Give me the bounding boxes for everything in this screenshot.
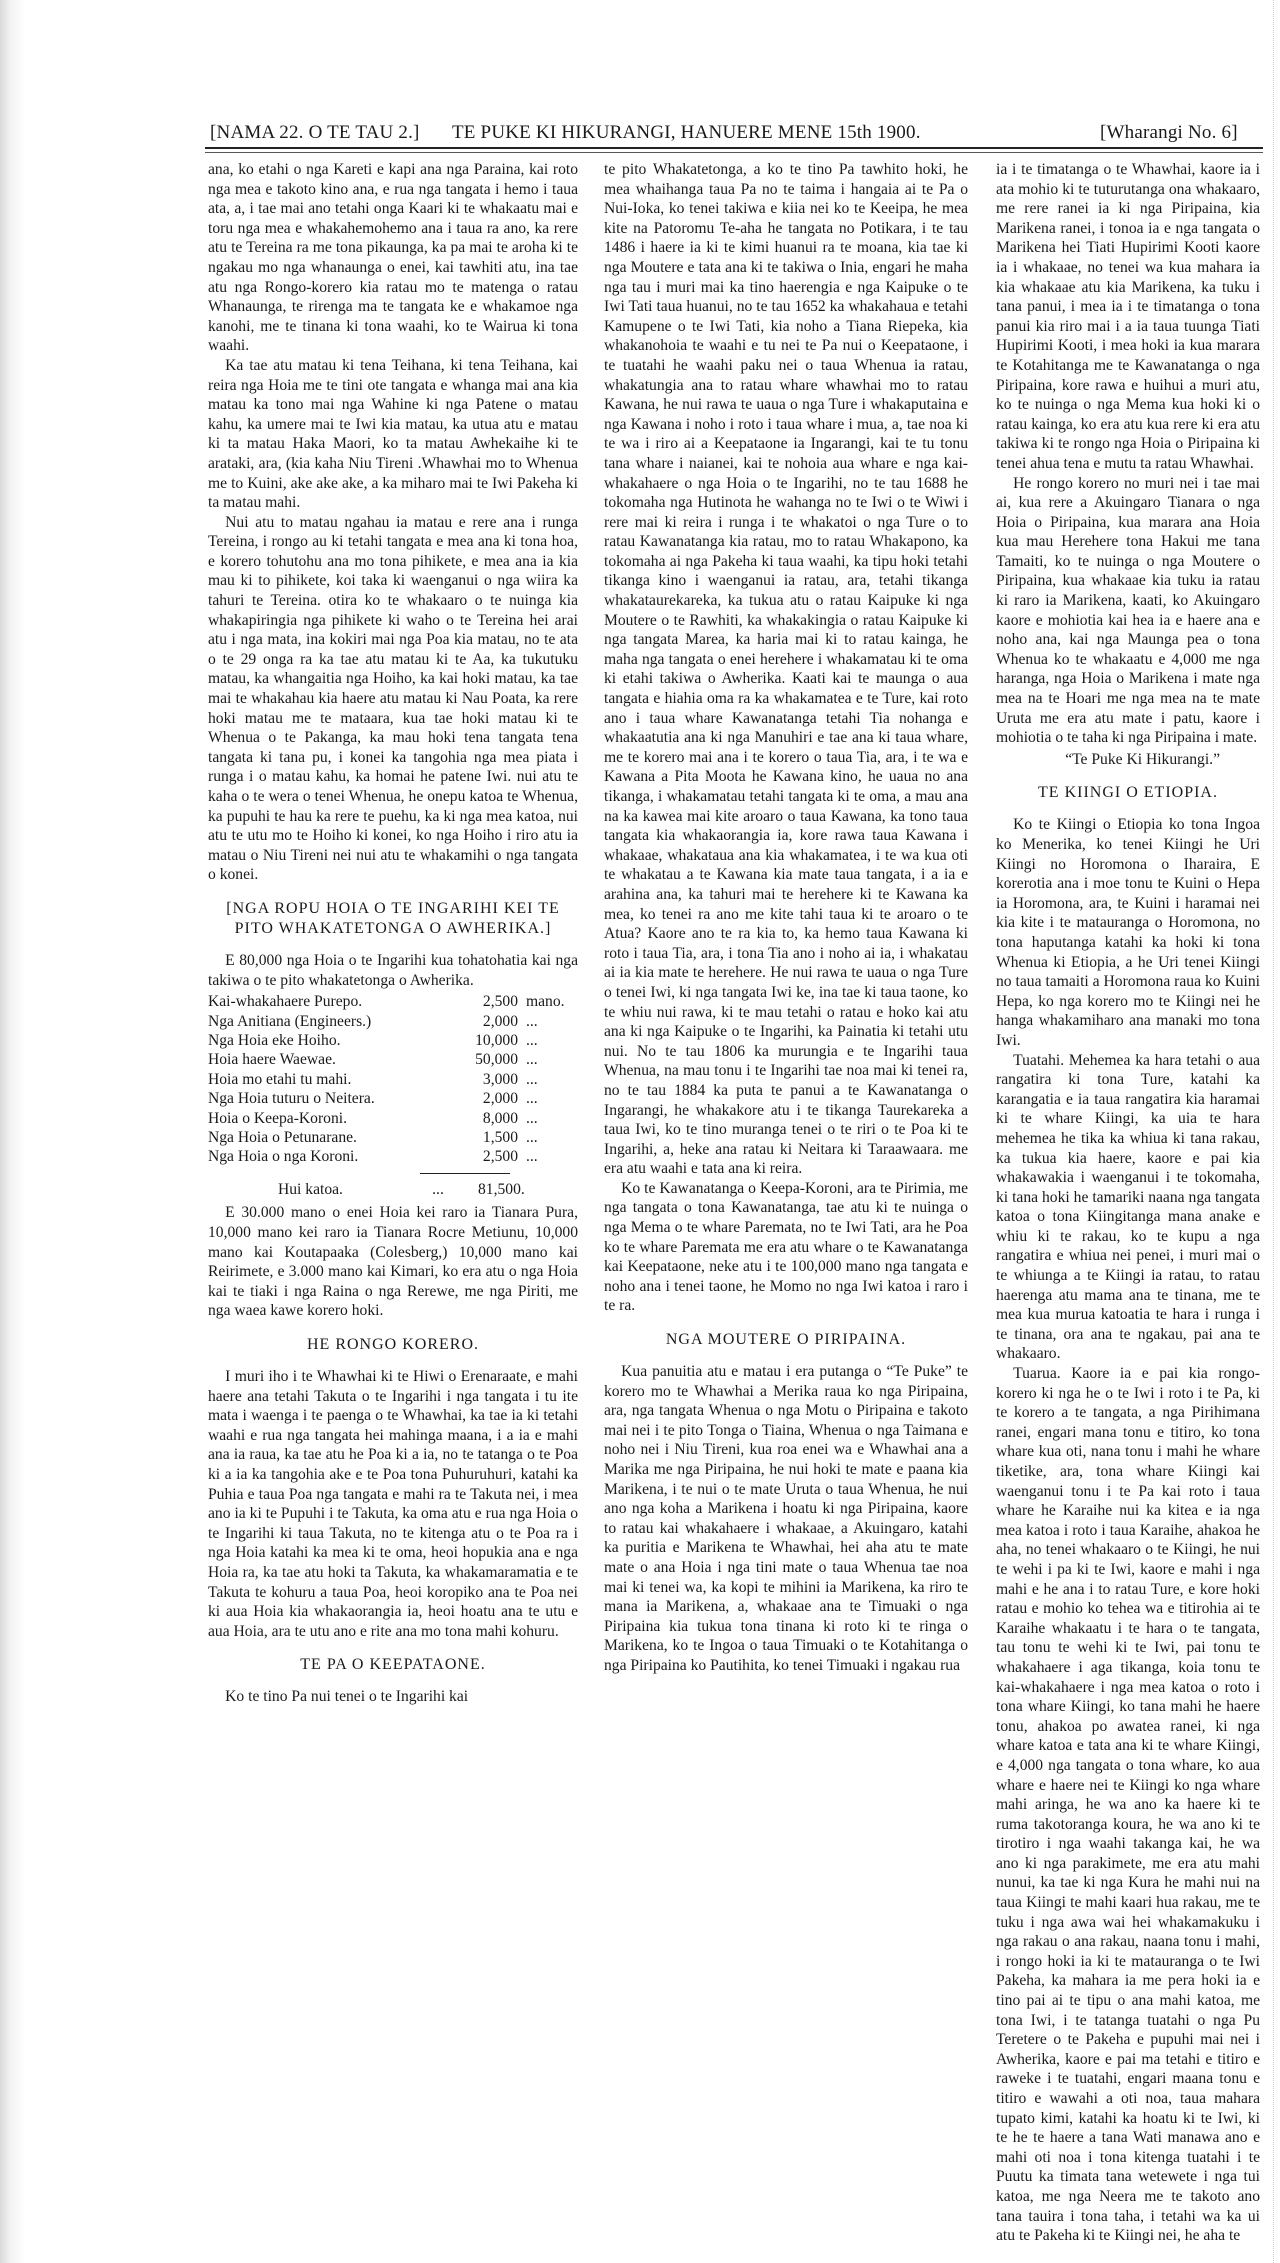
row-unit: ...: [526, 1012, 538, 1030]
row-value: 2,000: [482, 1090, 518, 1108]
section-heading: TE PA O KEEPATAONE.: [300, 1656, 486, 1674]
row-label: Nga Hoia o Petunarane.: [208, 1129, 357, 1146]
column-3: [996, 160, 1260, 2245]
table-row: [208, 1128, 578, 1147]
paragraph: Tuatahi. Mehemea ka hara tetahi o aua rangatira ki tona Ture, katahi ka karangatia e ia taua rangatira kia haramai ki te whare Kiingi, ka uia te hara mehemea he tika ka whiua ki tana rakau, ka tukua kia haere, kaore e pai kia whakawakia i waenganui i te tokomaha, ki tana hoki he tamariki naana nga tangata katoa o tona Kiingitanga mana anake e whiu ki te rakau, ko te kupu a nga rangatira e whiua nei penei, i muri mai o te whiunga a te Kiingi ia ratau, to ratau haerenga atu mama ana te tinana, me te mea kua murua katoatia te hara i runga i te tinana, ora ana te ngakau, pai ana te whakaaro.: [996, 1051, 1260, 1363]
row-label: Nga Hoia tuturu o Neitera.: [208, 1090, 375, 1108]
paragraph: E 30.000 mano o enei Hoia kei raro ia Tianara Pura, 10,000 mano kei raro ia Tianara Rocre Metiunu, 10,000 mano kai Koutapaaka (Colesberg,) 10,000 mano kai Reirimete, e 3.000 mano kai Kimari, ko era atu o nga Hoia kai te tiaki i nga Raina o nga Rerewe, me nga Piriti, me nga waea kawe korero hoki.: [208, 1204, 578, 1320]
row-value: 1,500: [482, 1129, 518, 1146]
column-1: [208, 160, 578, 2190]
row-label: Hoia mo etahi tu mahi.: [208, 1070, 352, 1088]
paragraph: I muri iho i te Whawhai ki te Hiwi o Erenaraate, e mahi haere ana tetahi Takuta o te Ingarihi i nga tangata i tu ite mata i waenga i te paenga o te Whawhai, ka tae ia ki tetahi waahi e rua nga tangata hei mahinga maana, i a ia e mahi ana ia raua, ka tae atu he Poa ki a ia, no te tatanga o te Poa ki a ia ka tangohia ake e te Poa tona Puhuruhuri, katahi ka Puhia e taua Poa nga tangata e mahi ra te Takuta nei, i mea ano ia ki te Pupuhi i te Takuta, ka oma atu e rua nga Hoia o te Ingarihi ki taua Takuta, no te kitenga atu o te Poa ra i nga Hoia katahi ka mea ki te oma, heoi hopukia ana e nga Hoia ra, ka tae atu hoki ta Takuta, ka whakamaramatia e te Takuta te kohuru a taua Poa, heoi koropiko ana te Poa nei ki aua Hoia kia whakaorangia ia, heoi hoatu ana te utu e aua Hoia, ara te utu ano e rite ana mo tona mahi kohuru.: [208, 1367, 578, 1640]
row-unit: ...: [526, 1109, 538, 1127]
masthead: [200, 118, 1262, 148]
section-heading: [NGA ROPU HOIA O TE INGARIHI KEI TE PITO WHAKATETONGA O AWHERIKA.]: [226, 899, 560, 937]
page-number: [Wharangi No. 6]: [1100, 122, 1238, 143]
row-value: 2,000: [482, 1012, 518, 1030]
table-row: [208, 1070, 578, 1089]
masthead-rule: [205, 147, 1263, 149]
paragraph: ia i te timatanga o te Whawhai, kaore ia i ata mohio ki te tuturutanga ona whakaaro, me rere ranei ia ki nga Piripaina, kia Marikena ranei, i tonoa ia e nga tangata o Marikena hei Tiati Hupirimi Kooti kaore ia i whakaae, no tenei wa kua mahara ia kia whakaae atu kia Marikena, ka tuku i tana panui, i mea ia i te timatanga o tona panui kia riro mai i a ia taua tuunga Tiati Hupirimi Kooti, i mea hoki ia kua marara te Kotahitanga me te Kawanatanga o nga Piripaina, kore rawa e huihui a muri atu, ko te nuinga o nga Mema kua hoki ki o ratau kainga, ko era atu kua rere ki era atu takiwa ki te rongo nga Hoia o Piripaina ki tenei ahua tena e mutu ta ratau Whawhai.: [996, 161, 1260, 472]
paragraph: Ko te tino Pa nui tenei o te Ingarihi kai: [225, 1688, 469, 1706]
paragraph: Kua panuitia atu e matau i era putanga o “Te Puke” te korero mo te Whawhai a Merika raua ko nga Piripaina, ara, nga tangata Whenua o nga Motu o Piripaina e takoto mai nei i te pito Tonga o Tiaina, Whenua o nga Taimana e noho nei i Niu Tireni, kua roa enei wa e Whawhai ana a Marika me nga Piripaina, he nui hoki te mate e paana kia Marikena, i te nui o te mate Uruta o taua Whenua, he nui ano nga koha a Marikena i hoatu ki nga Piripaina, kaore to ratau kai whakahaere i whakaae, a Akuingaro, katahi ka puritia e Marikena te Whawhai, hei aha atu te mate mate o ana Hoia i nga tini mate o taua Whenua tae noa mai ki tenei wa, ka kopi te mihini ia Marikena, ka riro te mana ia Marikena, a, whakaae ana te Timuaki o nga Piripaina kia tukua tona tinana ki roto ki te ringa o Marikena, ko te Ingoa o taua Timuaki o te Kotahitanga o nga Piripaina ko Pautihita, ko tenei Timuaki i ngakau rua: [604, 1363, 968, 1674]
table-row: [208, 992, 578, 1011]
masthead-rule-thin: [205, 152, 1263, 153]
row-unit: ...: [526, 1129, 538, 1146]
table-row: [208, 1089, 578, 1108]
row-unit: mano.: [526, 993, 565, 1011]
row-value: 3,000: [482, 1070, 518, 1088]
table-row: [208, 1012, 578, 1031]
paragraph: ana, ko etahi o nga Kareti e kapi ana nga Paraina, kai roto nga mea e takoto kino ana, e rua nga tangata i hemo i taua ata, a, i tae mai ano tetahi onga Kaari ki te whakaatu mai e toru nga mea e whakahemohemo ana i taua ra ano, ka rere atu te Tereina ra me tona pikaunga, ka pa mai te aroha ki te ngakau mo nga whanaunga o enei, kai tawhiti atu, ina tae atu nga Rongo-korero kia ratau mo te matenga o ratau Whanaunga, te rirenga ma te tangata ke e whakamoe nga kanohi, me te tinana ki tona waahi, ko te Wairua ki tona waahi.: [208, 161, 578, 355]
paragraph: E 80,000 nga Hoia o te Ingarihi kua tohatohatia kai nga takiwa o te pito whakatetonga o Awherika.: [208, 951, 578, 989]
total-value: 81,500.: [478, 1180, 525, 1198]
row-unit: ...: [526, 1070, 538, 1088]
section-heading: NGA MOUTERE O PIRIPAINA.: [665, 1331, 907, 1349]
newspaper-title-date: TE PUKE KI HIKURANGI, HANUERE MENE 15th 1900.: [452, 122, 921, 143]
total-dots: ...: [432, 1180, 444, 1198]
scan-edge-left: [0, 0, 26, 2263]
table-row: [208, 1147, 578, 1166]
column-2: [604, 160, 968, 2190]
sum-rule: [420, 1173, 510, 1174]
paragraph: Tuarua. Kaore ia e pai kia rongo-korero ki nga he o te Iwi i roto i te Pa, ki te korero a te tangata, a nga Pirihimana ranei, engari mana tonu e titiro, ko tona whare kua oti, nana tonu i mahi he whare tiketike, ara, tona whare Kiingi kai waenganui tonu i te Pa kai roto i taua whare he Karaihe nui ka kitea e ia nga mea katoa i roto i taua Karaihe, ahakoa he aha, no tenei whakaaro o te Kiingi, he nui te wehi i pa ki te Iwi, kaore e mahi i nga mahi e he ana i to ratau Ture, e kore hoki ratau e mohio ko tehea wa e titirohia ai te Karaihe whakaatu i te hara o te tangata, tau tonu te wehi ki te Iwi, pai tonu te whakahaere i aga tikanga, koia tonu te kai-whakahaere i nga mea katoa o roto i tona whare Kiingi, ko tana mahi he haere tonu, ahakoa po awatea ranei, ki nga whare katoa e tata ana ki te whare Kiingi, e 4,000 nga tangata o tona whare, ko aua whare e haere nei te Kiingi ko nga whare mahi aringa, he wa ano ka haere ki te ruma takotoranga koura, he wa ano ki te tirotiro i nga waahi takanga kai, he wa ano ki nga parakimete, me era atu mahi nunui, ka tae ki nga Kura he mahi nui na taua Kiingi te mahi kaari hua rakau, me te tuku i nga awa wai hei whakamakuku i nga rakau o ana rakau, naana tonu i mahi, i rongo hoki ia ki te matauranga o te Iwi Pakeha, ka mahara ia me pera hoki ia e tino pai ai te tipu o ana mahi katoa, me tona Iwi, i te tatanga tuatahi o nga Pu Teretere o te Pakeha e pupuhi mai nei i Awherika, kaore e pai ma tetahi e titiro e raweke i te tuatahi, engari maana tonu e titiro e wawahi a oti noa, taua mahara tupato kimi, katahi ka hoatu ki te Iwi, ki te he te haere a tana Wati manawa ano e mahi oti noa i tona kitenga tuatahi i te Puutu ka timata tana wetewete i nga tui katoa, me nga Neera me te takoto ano tana tauira i tona taha, i tetahi wa ka ui atu te Pakeha ki te Kiingi nei, he aha te: [996, 1365, 1260, 2245]
row-label: Nga Anitiana (Engineers.): [208, 1012, 372, 1030]
table-total: [208, 1180, 578, 1200]
scan-edge-right: [1273, 0, 1280, 2263]
row-value: 2,500: [482, 993, 518, 1011]
row-label: Kai-whakahaere Purepo.: [208, 993, 363, 1011]
row-label: Hoia o Keepa-Koroni.: [208, 1109, 347, 1127]
row-unit: ...: [526, 1090, 538, 1108]
paragraph: Ko te Kiingi o Etiopia ko tona Ingoa ko Menerika, ko tenei Kiingi he Uri Kiingi no Horomona o Iharaira, E korerotia ana i moe tonu te Kuini o Hepa ia Horomona, ara, te Kuini i haramai nei kia kite i te matauranga o Horomona, no tona haputanga katahi ka hoki ki tona Whenua ki Etiopia, a he Uri tenei Kiingi no taua tamaiti a Horomona raua ko Kuini Hepa, ko nga korero mo te Kiingi nei he hanga whakamiharo ana manaki mo tona Iwi.: [996, 816, 1260, 1049]
troops-table: [208, 992, 578, 1199]
table-row: [208, 1109, 578, 1128]
row-label: Nga Hoia eke Hoiho.: [208, 1031, 341, 1049]
row-unit: ...: [526, 1031, 538, 1049]
paragraph: Ko te Kawanatanga o Keepa-Koroni, ara te Pirimia, me nga tangata o tona Kawanatanga, tae atu ki te nuinga o nga Mema o te whare Paremata, no te Iwi Tati, ara he Poa ko te whare Paremata me era atu whare o te Kawanatanga kai Keepataone, neke atu i te 100,000 mano nga tangata e noho ana i tenei taone, he Momo no nga Iwi katoa i raro i te ra.: [604, 1179, 968, 1315]
paragraph: Ka tae atu matau ki tena Teihana, ki tena Teihana, kai reira nga Hoia me te tini ote tangata e whanga mai ana kia matau ka tono mai nga Wahine ki nga Patene o matau kahu, ka umere mai te Iwi kia matau, ka utua atu e matau ki ta matau Haka Maori, ko ta matau Awhekaihe ki te arataki, ara, (kia kaha Niu Tireni .Whawhai mo to Whenua me to Kuini, ake ake ake, a ka miharo mai te Iwi Pakeha ki ta matau mahi.: [208, 356, 578, 512]
total-label: Hui katoa.: [278, 1180, 343, 1198]
signature: “Te Puke Ki Hikurangi.”: [1065, 750, 1220, 768]
row-unit: ...: [526, 1051, 538, 1069]
row-value: 50,000: [475, 1051, 518, 1069]
section-heading: HE RONGO KORERO.: [307, 1335, 479, 1353]
paragraph: He rongo korero no muri nei i tae mai ai, kua rere a Akuingaro Tianara o nga Hoia o Piripaina, kua marara ana Hoia kua mau Herehere tona Hakui me tana Tamaiti, ko te nuinga o nga Moutere o Piripaina, kua whakaae kia tuku ia ratau ki raro ia Marikena, kaati, ko Akuingaro kaore e mohiotia kai hea ia e haere ana e noho ana, kai nga Maunga pea o tona Whenua ko te whakaatu e 4,000 me nga haranga, nga Hoia o Marikena i mate nga mea na te Hoari me nga mea na te mate Uruta me era atu mate i patu, kaore i mohiotia o te taha ki nga Piripaina i mate.: [996, 474, 1260, 747]
row-unit: ...: [526, 1148, 538, 1166]
row-value: 8,000: [482, 1109, 518, 1127]
paragraph: Nui atu to matau ngahau ia matau e rere ana i runga Tereina, i rongo au ki tetahi tangata e mea ana ki tona hoa, e korero tohutohu ana mo tona pihikete, e mea ana ia kia mau ki to pihikete, koi taka ki waenganui o nga wiira ka tahuri te Tereina. otira ko te whakaaro o te nuinga kia whakapiringia nga pihikete ki waho o te Tereina hei arai atu i nga mata, ina kokiri mai nga Poa kia matau, no te ata o te 29 onga ra ka tae atu matau ki te Aa, ka tukutuku matau, ka whangaitia nga Hoiho, ka kai hoki matau, ka tae mai te whakahau kia haere atu matau ki Nau Poata, ka rere hoki matau me te mataara, kua tae hoki matau ki te Whenua o te Pakanga, ka mau hoki tena tangata tena tangata ki tana pu, i konei ka tangohia nga mea piata i runga i o matau kahu, ka homai he patene Iwi. nui atu te kaha o te wera o tenei Whenua, he onepu katoa te Whenua, ka pupuhi te hau ka rere te puehu, ka ki nga mea katoa, nui atu te utu mo te Hoiho ki konei, ko nga Hoiho i riro atu ia matau o Niu Tireni nei nui atu te whakamihi o nga tangata o konei.: [208, 513, 578, 884]
paragraph: te pito Whakatetonga, a ko te tino Pa tawhito hoki, he mea whaihanga taua Pa no te taima i hangaia ai te Pa o Nui-Ioka, ko tenei takiwa e kiia nei ko te Keeipa, he mea kite na Patoromu Te-aha he tangata no Potikara, i te tau 1486 i haere ia ki te kimi huanui ra te moana, kia tae ki nga Moutere e tata ana ki te takiwa o Inia, engari he maha nga tau i muri mai ka tino haerengia e nga Kaipuke o te Iwi Tati taua huanui, no te tau 1652 ka whakahaua e tetahi Kamupene o te Iwi Tati, kia noho a Tiana Riepeka, kia whakanohoia te waahi e tu nei te Pa nui o Keepataone, i te tuatahi he waahi paku nei o taua Whenua ia ratau, whakatungia ana to ratau whare whawhai mo to ratau Kawana, he nui rawa te uaua o nga Ture i whakaputaina e nga Kawana i noho i roto i taua whare i mua, a, tae noa ki te wa i riro ai a Keepataone ia Ingarangi, kai te tu tonu tana whare i naianei, kai te nohoia aua whare e nga kai-whakahaere o nga Hoia o te Ingarihi, no te tau 1688 he tokomaha nga Hutinota he wahanga no te Iwi o te Wiwi i rere mai ki reira i runga i te whakatoi o nga Ture o to ratau Kawanatanga kia ratau, mo to ratau Whakapono, ka tokomaha ai nga Pakeha ki taua waahi, ka tipu hoki tetahi tikanga kino i waenganui ia ratau, ara, tetahi tikanga whakataurekareka, ka tukua atu o ratau Kaipuke ki nga Moutere o te Rawhiti, ka whakakingia o ratau Kaipuke ki nga tangata Marea, ka haria mai ki to ratau kainga, he maha nga tangata o enei herehere i whakamatau ki te oma ki etahi takiwa o Awherika. Kaati kai te maunga o aua tangata e hiahia oma ra ka whakamatea e te Ture, kai roto ano i taua whare Kawanatanga tetahi Tia nohanga e whakaatutia ana ki nga Manuhiri e tae ana ki taua whare, me te korero mai ana i te korero o taua Tia, ara, i te wa e Kawana a Pita Moota he Kawana kino, he uaua no ana tikanga, i whakamatau tetahi tangata ki te oma, a mau ana na ka kawea mai kite aroaro o taua Kawana, ka tono taua tangata kia whakaorangia ia, kore rawa taua Kawana i whakaae, whakataua ana kia whakamatea, i te wa kua oti te whakatau a te Kawana kia mate taua tangata, i a ia e arahina ana, ka tahuri mai te herehere ki te Kawana ka mea, ko tenei ra ano me kite tahi taua ki te aroaro o te Atua? Kaore ano te ra kia to, ka hemo taua Kawana ki roto i taua Tia, ara, i tona Tia ano i noho ai ia, i whakatau ai ia kia mate te herehere. He nui rawa te uaua o nga Ture o tenei Iwi, ki nga tangata Iwi ke, ina tae ki taua taone, ko te whiu nui rawa, ki te mau tetahi o ratau e hoko kai atu ana ki nga Kaipuke o te Ingarihi, ka Painatia ki tetahi utu nui. No te tau 1806 ka murungia e te Ingarihi taua Whenua, na mau tonu i te Ingarihi tae noa mai ki tenei ra, no te tau 1884 ka puta te panui a te Kawanatanga o Ingarangi, he whakakore atu i te tikanga Taurekareka a taua Iwi, ko te tino muranga tenei o te riri o te Poa ki te Ingarihi, a, heke ana ratau ki Neitara ki Taraawaara. me era atu waahi e tata ana ki reira.: [604, 161, 968, 1178]
row-value: 2,500: [482, 1148, 518, 1166]
row-value: 10,000: [475, 1031, 518, 1049]
table-row: [208, 1031, 578, 1050]
row-label: Hoia haere Waewae.: [208, 1051, 336, 1069]
section-heading: TE KIINGI O ETIOPIA.: [1038, 784, 1218, 802]
issue-number: [NAMA 22. O TE TAU 2.]: [210, 122, 420, 143]
row-label: Nga Hoia o nga Koroni.: [208, 1148, 359, 1166]
table-row: [208, 1050, 578, 1069]
